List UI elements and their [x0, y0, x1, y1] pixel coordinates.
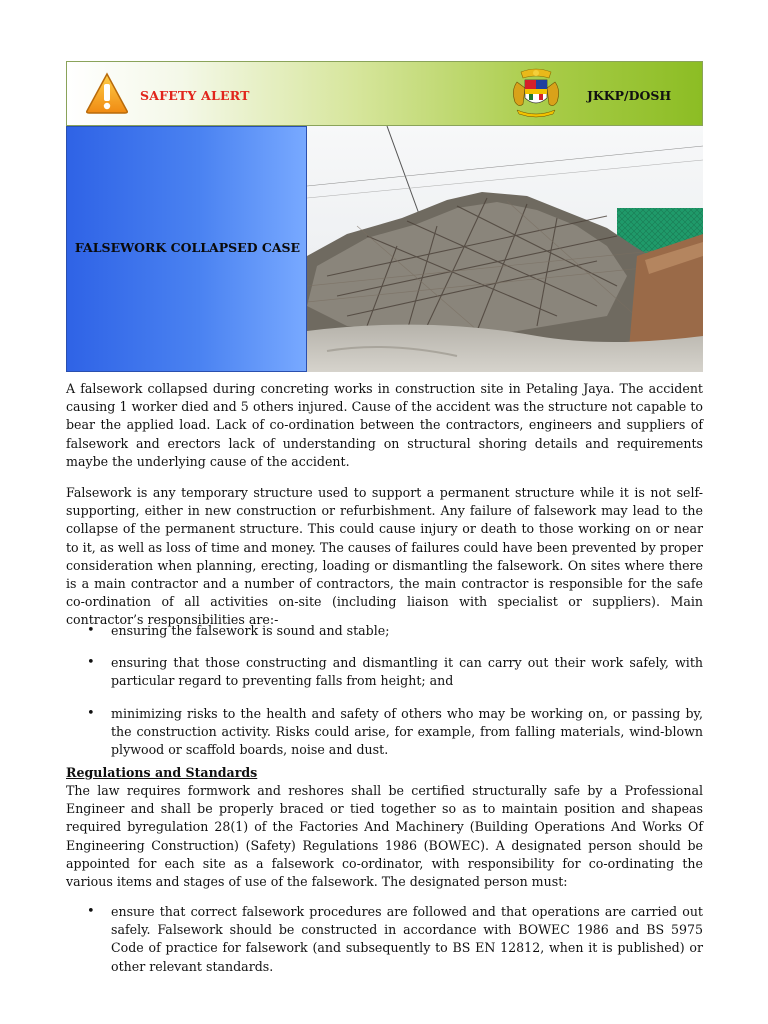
coat-of-arms-emblem: [507, 68, 565, 120]
list-item-text: ensure that correct falsework procedures are followed and that operations are carried out safely. Falsework should be constructed in accordance with BOWEC 1986 and BS 5975 Code of practice for falsework (and subsequently to BS EN 12812, when it is published) or other relevant standards.: [111, 904, 703, 974]
regulations-paragraph: The law requires formwork and reshores shall be certified structurally safe by a Professional Engineer and shall be properly braced or tied together so as to maintain position and shapeas required byregulation 28(1) of the Factories And Machinery (Building Operations And Works Of Engineering Construction) (Safety) Regulations 1986 (BOWEC). A designated person should be appointed for each site as a falsework co-ordinator, with responsibility for co-ordinating the various items and stages of use of the falsework. The designated person must:: [66, 783, 703, 890]
list-item-text: ensuring the falsework is sound and stable;: [111, 623, 390, 638]
agency-label: JKKP/DOSH: [587, 88, 672, 103]
responsibilities-list: [66, 622, 703, 773]
hero-title: FALSEWORK COLLAPSED CASE: [74, 240, 301, 255]
bullet-icon: •: [87, 904, 95, 919]
list-item: [66, 654, 703, 690]
collapse-photo-illustration: [307, 126, 703, 372]
bullet-icon: •: [87, 623, 95, 638]
list-item: [66, 903, 703, 976]
list-item: [66, 705, 703, 760]
intro-paragraph: A falsework collapsed during concreting works in construction site in Petaling Jaya. The accident causing 1 worker died and 5 others injured. Cause of the accident was the structure not capable to bear the applied load. Lack of co-ordination between the contractors, engineers and suppliers of falsework and erectors lack of understanding on structural shoring details and requirements maybe the underlying cause of the accident.: [66, 381, 703, 469]
alert-title: SAFETY ALERT: [140, 88, 250, 103]
section-heading: Regulations and Standards: [66, 765, 258, 780]
falsework-definition-paragraph: Falsework is any temporary structure used to support a permanent structure while it is not self-supporting, either in new construction or refurbishment. Any failure of falsework may lead to the collapse of the permanent structure. This could cause injury or death to those working on or near to it, as well as loss of time and money. The causes of failures could have been prevented by proper consideration when planning, erecting, loading or dismantling the falsework. On sites where there is a main contractor and a number of contractors, the main contractor is responsible for the safe co-ordination of all activities on-site (including liaison with specialist or suppliers). Main contractor’s responsibilities are:-: [66, 485, 703, 628]
bullet-icon: •: [87, 705, 95, 721]
collapse-site-photo: [307, 126, 703, 372]
list-item-text: ensuring that those constructing and dismantling it can carry out their work safely, with particular regard to preventing falls from height; and: [111, 655, 703, 689]
hero-title-panel: [66, 126, 307, 372]
list-item: [66, 622, 703, 640]
bullet-icon: •: [87, 655, 95, 671]
header-banner: [66, 61, 703, 126]
duties-list: [66, 903, 703, 990]
warning-icon: [85, 72, 129, 114]
list-item-text: minimizing risks to the health and safety of others who may be working on, or passing by, the construction activity. Risks could arise, for example, from falling materials, wind-blown plywood or scaffold boards, noise and dust.: [111, 705, 703, 758]
